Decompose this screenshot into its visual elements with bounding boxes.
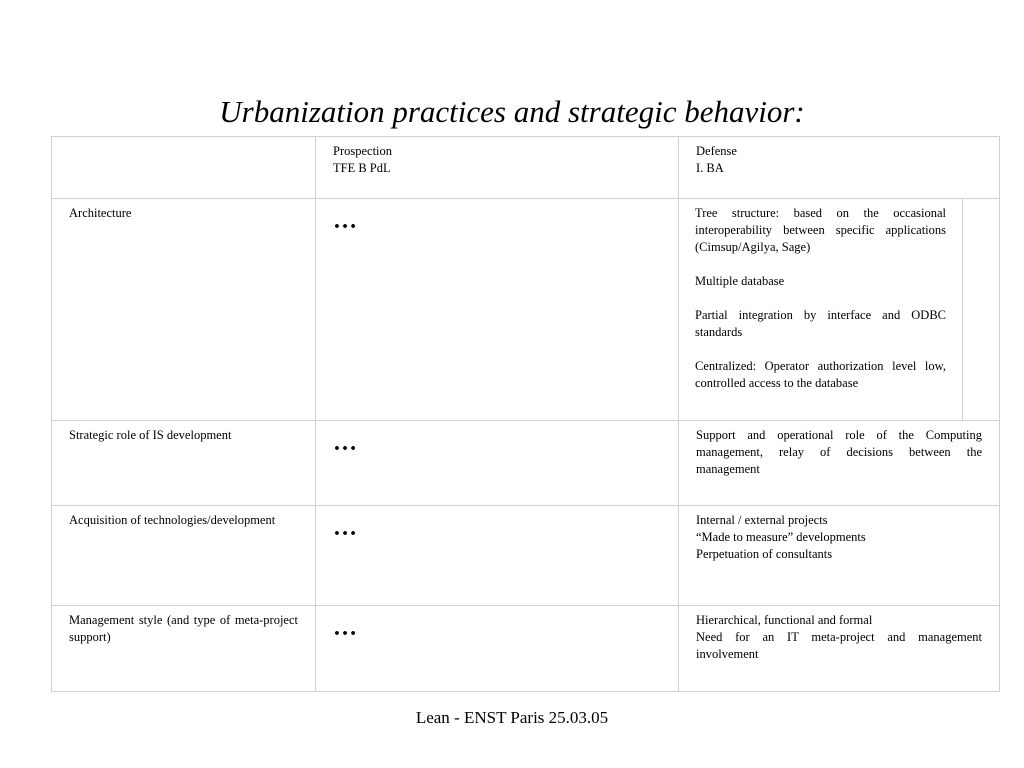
prospection-ellipsis: … <box>333 208 358 234</box>
table-row <box>52 506 1000 606</box>
defense-line: Support and operational role of the Computing management, relay of decisions between the management <box>696 428 982 476</box>
defense-line: Need for an IT meta-project and management involvement <box>696 630 982 661</box>
defense-paragraph: Centralized: Operator authorization level low, controlled access to the database <box>695 359 946 390</box>
inner-divider <box>962 199 963 420</box>
defense-cell <box>679 421 1000 506</box>
row-label-cell <box>52 606 316 692</box>
header-cell-prospection <box>316 137 679 199</box>
slide-title: Urbanization practices and strategic behavior: <box>219 94 805 129</box>
prospection-ellipsis: … <box>333 615 358 641</box>
defense-paragraph: Multiple database <box>695 274 785 288</box>
row-label: Architecture <box>69 206 132 220</box>
prospection-cell <box>316 199 679 421</box>
table-header-row <box>52 137 1000 199</box>
comparison-table <box>51 136 1000 692</box>
header-empty-cell <box>52 137 316 199</box>
defense-paragraph: Tree structure: based on the occasional interoperability between specific applications (Cimsup/Agilya, Sage) <box>695 206 946 254</box>
header-prospection-label: Prospection <box>333 144 393 158</box>
defense-line: “Made to measure” developments <box>696 530 866 544</box>
table-row <box>52 421 1000 506</box>
row-label: Acquisition of technologies/development <box>69 513 276 527</box>
row-label-cell <box>52 421 316 506</box>
slide-footer: Lean - ENST Paris 25.03.05 <box>415 708 609 727</box>
row-label-cell <box>52 506 316 606</box>
defense-line: Hierarchical, functional and formal <box>696 613 873 627</box>
prospection-cell <box>316 421 679 506</box>
header-defense-label: Defense <box>696 144 737 158</box>
defense-line: Internal / external projects <box>696 513 828 527</box>
header-cell-defense <box>679 137 1000 199</box>
defense-line: Perpetuation of consultants <box>696 547 833 561</box>
prospection-cell <box>316 606 679 692</box>
table-row <box>52 199 1000 421</box>
prospection-ellipsis: … <box>333 515 358 541</box>
defense-cell <box>679 506 1000 606</box>
table-row <box>52 606 1000 692</box>
header-prospection-sublabel: TFE B PdL <box>333 161 391 175</box>
defense-cell <box>679 606 1000 692</box>
defense-cell <box>679 199 1000 421</box>
prospection-cell <box>316 506 679 606</box>
header-defense-sublabel: I. BA <box>696 161 724 175</box>
row-label: Management style (and type of meta-project support) <box>69 613 298 644</box>
prospection-ellipsis: … <box>333 430 358 456</box>
row-label: Strategic role of IS development <box>69 428 232 442</box>
row-label-cell <box>52 199 316 421</box>
defense-paragraph: Partial integration by interface and ODBC standards <box>695 308 946 339</box>
